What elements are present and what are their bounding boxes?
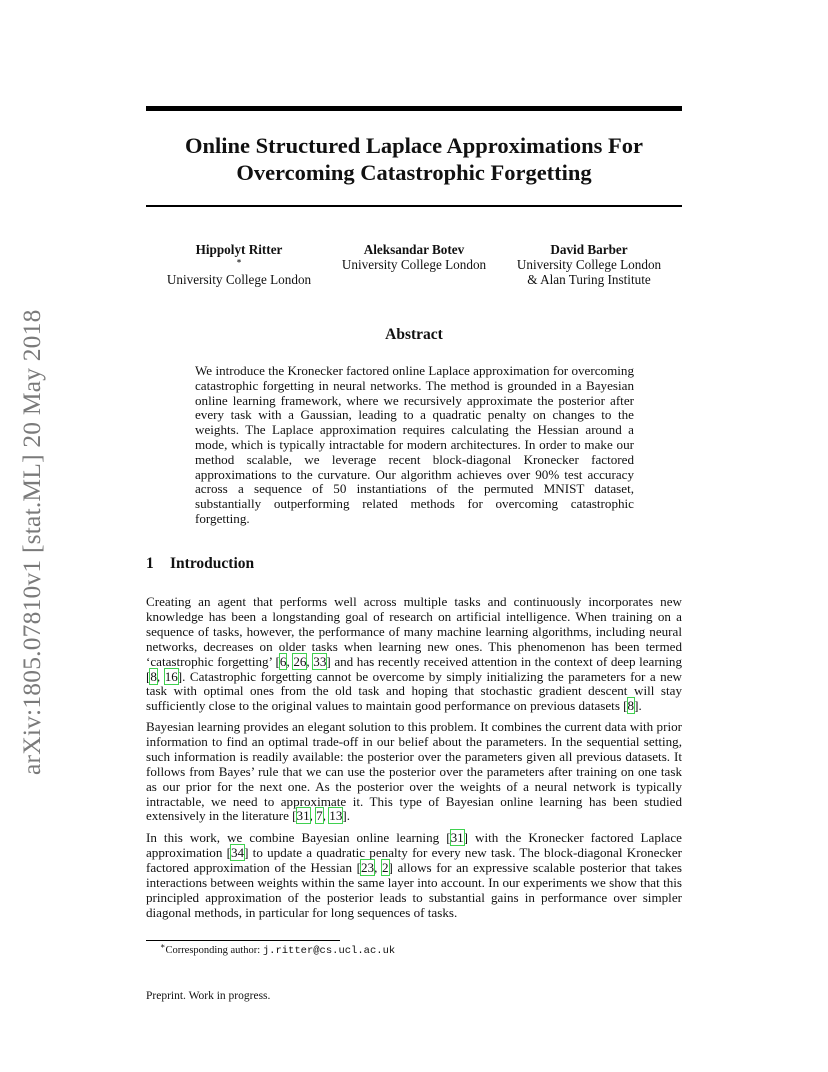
author-name: Hippolyt Ritter (195, 242, 283, 257)
citation-link[interactable]: 7 (316, 808, 323, 824)
author-affiliation: University College London (166, 272, 312, 287)
text-run: Bayesian learning provides an elegant solution to this problem. It combines the current data with prior information to find an optimal trade-off in our belief about the parameters. In the sequential setting, such information is readily available: the posterior over the parameters given all previous datasets. It follows from Bayes’ rule that we can use the posterior over the parameters after training on one task as our prior for the next one. As the posterior over the weights of a neural network is typically intractable, we need to approximate it. This type of Bayesian online learning has been studied extensively in the literature [ (146, 719, 682, 824)
author-affiliation-2: & Alan Turing Institute (527, 272, 651, 287)
citation-link[interactable]: 13 (329, 808, 343, 824)
text-run: ]. (634, 698, 642, 714)
author-botev (332, 242, 496, 272)
title-line-1: Online Structured Laplace Approximations For (185, 133, 643, 158)
intro-paragraph-2: Bayesian learning provides an elegant solution to this problem. It combines the current data with prior information to find an optimal trade-off in our belief about the parameters. In the sequential setting, such information is readily available: the posterior over the parameters given all previous datasets. It follows from Bayes’ rule that we can use the posterior over the parameters after training on one task as our prior for the next one. As the posterior over the weights of a neural network is typically intractable, we need to approximate it. This type of Bayesian online learning has been studied extensively in the literature [31, 7, 13]. (146, 719, 682, 824)
citation-link[interactable]: 8 (627, 698, 635, 714)
footnote (160, 941, 396, 957)
text-run: ]. Catastrophic forgetting cannot be overcome by simply initializing the parameters for a new task with optimal ones from the old task and hoping that stochastic gradient descent will stay sufficiently close to the original values to maintain good performance on previous datasets [ (146, 668, 682, 714)
author-barber (496, 242, 682, 287)
citation-link[interactable]: 31 (450, 830, 464, 845)
citation-link[interactable]: 34 (230, 844, 245, 860)
author-affiliation: University College London (516, 257, 662, 272)
citation-link[interactable]: 26 (293, 653, 307, 669)
paper-title (146, 132, 682, 186)
intro-paragraph-1: Creating an agent that performs well across multiple tasks and continuously incorporates new knowledge has been a longstanding goal of research on artificial intelligence. When training on a sequence of tasks, however, the performance of many machine learning algorithms, including neural networks, decreases on older tasks when learning new ones. This phenomenon has been termed ‘catastrophic forgetting’ [6, 26, 33] and has recently received attention in the context of deep learning [8, 16]. Catastrophic forgetting cannot be overcome by simply initializing the parameters for a new task with optimal ones from the old task and hoping that stochastic gradient descent will stay sufficiently close to the original values to maintain good performance on previous datasets [8]. (146, 594, 683, 714)
citation-link[interactable]: 6 (279, 653, 287, 669)
footnote-label: Corresponding author: (165, 945, 263, 956)
author-affiliation: University College London (341, 257, 487, 272)
citation-link[interactable]: 2 (381, 859, 389, 875)
arxiv-side-label: arXiv:1805.07810v1 [stat.ML] 20 May 2018 (17, 309, 46, 775)
footnote-rule (146, 940, 340, 941)
text-run: ] and has recently received attention in the context of deep learning [ (146, 653, 683, 684)
intro-paragraph-3: In this work, we combine Bayesian online learning [31] with the Kronecker factored Laplace approximation [34] to update a quadratic penalty for every new task. The block-diagonal Kronecker factored approximation of the Hessian [23, 2] allows for an expressive scalable posterior that takes interactions between weights within the same layer into account. In our experiments we show that this principled approximation of the posterior leads to substantial gains in performance over simpler diagonal methods, in particular for long sequences of tasks. (146, 830, 682, 920)
section-title: Introduction (170, 555, 255, 572)
footnote-mark: ∗ (160, 941, 166, 951)
citation-link[interactable]: 16 (164, 668, 178, 684)
citation-link[interactable]: 31 (296, 808, 310, 824)
text-run: In this work, we combine Bayesian online learning [ (146, 830, 451, 845)
section-number: 1 (146, 555, 154, 572)
preprint-note: Preprint. Work in progress. (146, 990, 271, 1002)
title-top-rule (146, 106, 682, 111)
abstract-text: We introduce the Kronecker factored online Laplace approximation for overcoming catastrophic forgetting in neural networks. The method is grounded in a Bayesian online learning framework, where we recursively approximate the posterior after every task with a Gaussian, leading to a quadratic penalty on changes to the weights. The Laplace approximation requires calculating the Hessian around a mode, which is typically intractable for modern architectures. In order to make our method scalable, we leverage recent block-diagonal Kronecker factored approximations to the curvature. Our algorithm achieves over 90% test accuracy across a sequence of 50 instantiations of the permuted MNIST dataset, substantially outperforming related methods for overcoming catastrophic forgetting. (195, 363, 634, 526)
citation-link[interactable]: 8 (150, 668, 157, 684)
text-run: Creating an agent that performs well across multiple tasks and continuously incorporates new knowledge has been a longstanding goal of research on artificial intelligence. When training on a sequence of tasks, however, the performance of many machine learning algorithms, including neural networks, decreases on older tasks when learning new ones. This phenomenon has been termed ‘catastrophic forgetting’ [ (146, 594, 682, 669)
text-run: ]. (342, 808, 350, 824)
text-run: ] to update a quadratic penalty for every new task. The block-diagonal Kronecker factored approximation of the Hessian [ (146, 844, 682, 875)
section-heading-introduction (146, 555, 254, 573)
citation-link[interactable]: 33 (313, 653, 327, 669)
abstract-heading: Abstract (385, 326, 443, 343)
author-ritter (146, 242, 332, 287)
author-footnote-mark: ∗ (236, 256, 242, 266)
title-bottom-rule (146, 205, 682, 207)
citation-link[interactable]: 23 (360, 859, 375, 875)
text-run: ] allows for an expressive scalable posterior that takes interactions between weights within the same layer into account. In our experiments we show that this principled approximation of the posterior leads to substantial gains in performance over simpler diagonal methods, in particular for long sequences of tasks. (146, 859, 682, 920)
author-name: Aleksandar Botev (363, 242, 465, 257)
text-run: ] with the Kronecker factored Laplace approximation [ (146, 830, 682, 860)
author-name: David Barber (550, 242, 628, 257)
title-line-2: Overcoming Catastrophic Forgetting (236, 160, 592, 185)
footnote-email[interactable]: j.ritter@cs.ucl.ac.uk (262, 945, 396, 957)
